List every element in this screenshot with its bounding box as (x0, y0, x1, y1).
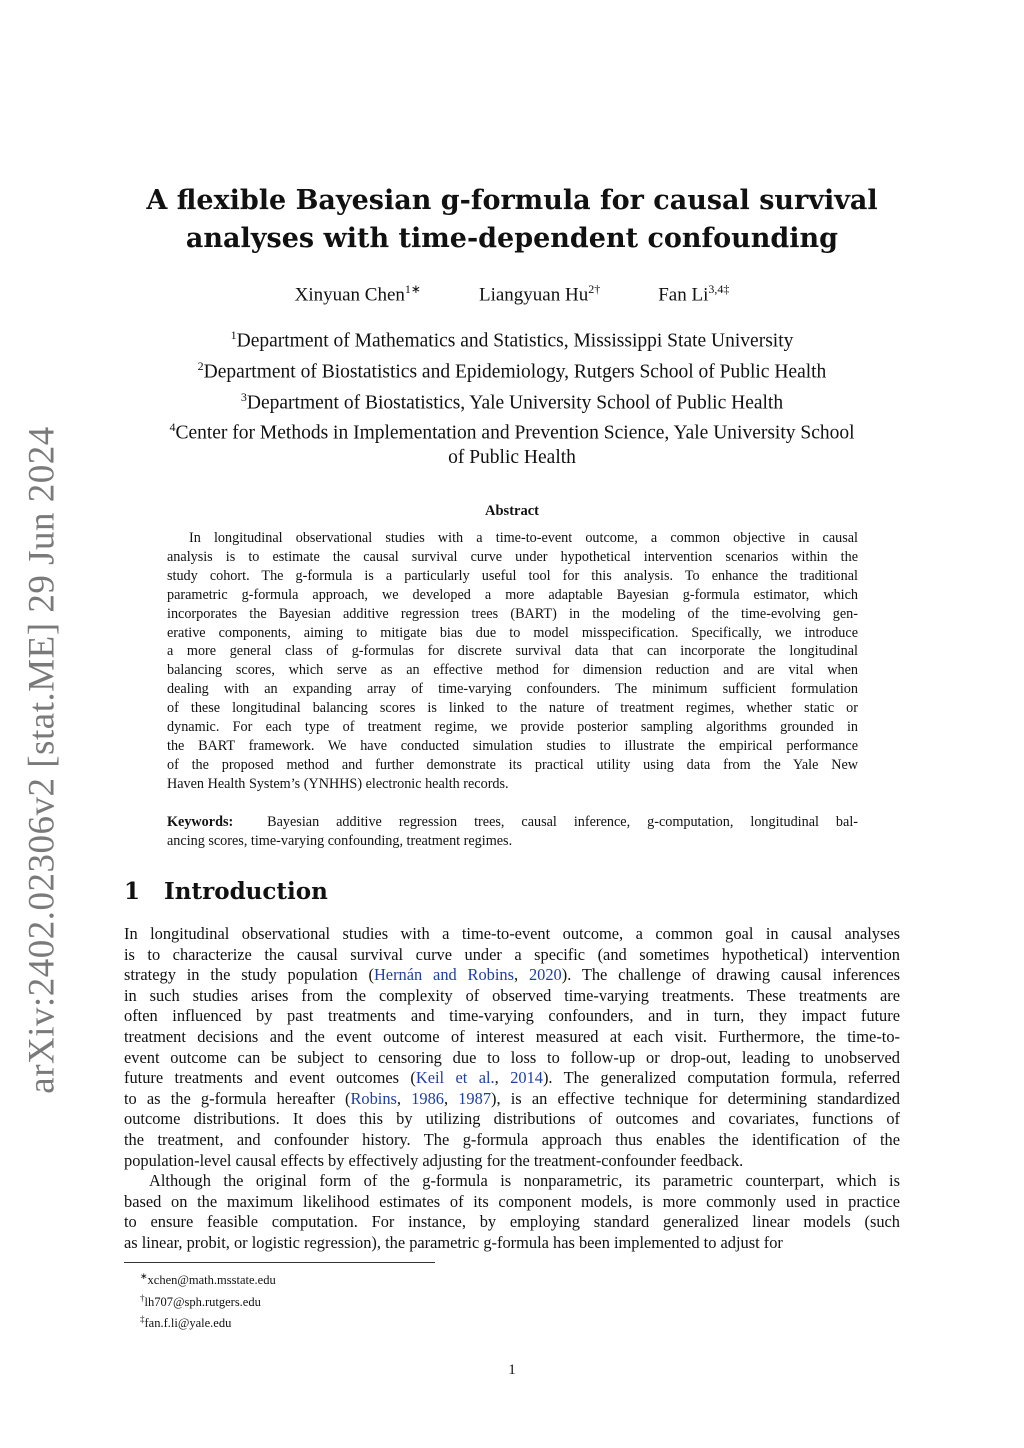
paragraph-line (124, 1089, 900, 1110)
abstract-line: of these longitudinal balancing scores is linked to the nature of treatment regimes, whether static or (167, 700, 858, 717)
abstract-line: In longitudinal observational studies with a time-to-event outcome, a common objective in causal (189, 530, 858, 546)
text-run: treatment decisions and the event outcome of interest measured at each visit. Furthermore, the time-to- (124, 1026, 900, 1046)
paragraph-line (124, 1109, 900, 1130)
section-heading (124, 878, 328, 905)
paragraph-line (124, 1027, 900, 1048)
footnote-mark: ∗ (140, 1271, 148, 1281)
author-mark: 3,4‡ (708, 282, 730, 296)
text-run: event outcome can be subject to censoring due to loss to follow-up or drop-out, leading to unobserved (124, 1047, 900, 1067)
abstract-line: the BART framework. We have conducted simulation studies to illustrate the empirical performance (167, 737, 858, 754)
paragraph-line (124, 945, 900, 966)
footnote (140, 1290, 276, 1312)
author-list (120, 282, 904, 306)
affiliation-mark: 4 (169, 420, 176, 435)
affiliation (115, 385, 909, 416)
abstract-line: parametric g-formula approach, we developed a more adaptable Bayesian g-formula estimator, which (167, 586, 858, 603)
citation-link[interactable]: 2014 (510, 1068, 543, 1088)
paragraph-line (124, 1192, 900, 1213)
abstract-line: Haven Health System’s (YNHHS) electronic health records. (167, 775, 509, 792)
affiliation-text: Department of Mathematics and Statistics, Mississippi State University (236, 330, 794, 352)
abstract-line: dynamic. For each type of treatment regime, we provide posterior sampling algorithms grounded in (167, 719, 858, 736)
text-run: ). The generalized computation formula, referred (542, 1068, 901, 1088)
paragraph-line (124, 1130, 900, 1151)
paper-title (120, 182, 904, 258)
affiliation-mark: 2 (197, 358, 204, 373)
footnote (140, 1268, 276, 1290)
text-run: is to characterize the causal survival curve under a specific (and sometimes hypothetical) intervention (124, 944, 900, 964)
section-number: 1 (124, 878, 141, 905)
affiliation (115, 446, 909, 470)
abstract-line: balancing scores, which serve as an effective method for dimension reduction and are vital when (167, 662, 858, 679)
keywords-line: ancing scores, time-varying confounding, treatment regimes. (167, 833, 513, 849)
paragraph-line (124, 1151, 900, 1172)
text-run: ). The challenge of drawing causal inferences (561, 965, 900, 985)
affiliation-text: Department of Biostatistics and Epidemiology, Rutgers School of Public Health (203, 361, 827, 383)
abstract-line: a more general class of g-formulas for discrete survival data that can incorporate the longitudinal (167, 643, 858, 660)
keywords-line (167, 813, 858, 832)
text-run: ), is an effective technique for determining standardized (491, 1088, 900, 1108)
affiliation (115, 354, 909, 385)
abstract-line: erative components, aiming to mitigate bias due to model misspecification. Specifically, we introduce (167, 624, 858, 641)
text-run: In longitudinal observational studies with a time-to-event outcome, a common goal in causal analyses (124, 924, 900, 943)
affiliation-text: Center for Methods in Implementation and Prevention Science, Yale University School (175, 422, 855, 444)
citation-link[interactable]: 1986 (411, 1088, 444, 1108)
text-run: , (494, 1068, 511, 1088)
affiliation-list (115, 323, 909, 470)
author-mark: 2† (588, 282, 601, 296)
citation-link[interactable]: 1987 (458, 1088, 492, 1108)
text-run: outcome distributions. It does this by utilizing distributions of outcomes and covariates, functions of (124, 1109, 900, 1129)
arxiv-identifier-stamp: arXiv:2402.02306v2 [stat.ME] 29 Jun 2024 (21, 426, 63, 1094)
text-run: strategy in the study population ( (124, 965, 374, 985)
citation-link[interactable]: 2020 (528, 965, 562, 985)
text-run: in such studies arises from the complexity of observed time-varying treatments. These treatments are (124, 985, 900, 1005)
affiliation-text: Department of Biostatistics, Yale University School of Public Health (246, 392, 784, 414)
abstract-body (167, 529, 858, 794)
abstract-heading: Abstract (485, 503, 539, 519)
text-run: often influenced by past treatments and time-varying confounders, and in turn, they impact future (124, 1006, 900, 1026)
introduction-body (124, 924, 900, 1254)
text-run: based on the maximum likelihood estimates of its component models, is more commonly used in practice (124, 1191, 900, 1211)
affiliation-text: of Public Health (448, 447, 576, 469)
author (479, 282, 600, 306)
citation-link[interactable]: Robins (350, 1088, 397, 1108)
footnote-mark: ‡ (140, 1314, 145, 1325)
paragraph-line (124, 986, 900, 1007)
citation-link[interactable]: Keil et al. (415, 1068, 495, 1088)
abstract-line: analysis is to estimate the causal survival curve under hypothetical intervention scenarios within the (167, 548, 858, 565)
title-line-1: A flexible Bayesian g-formula for causal survival (146, 185, 878, 216)
paragraph-line (124, 1006, 900, 1027)
author-name: Liangyuan Hu (478, 284, 589, 306)
abstract-line: dealing with an expanding array of time-varying confounders. The minimum sufficient formulation (167, 681, 858, 698)
affiliation (115, 323, 909, 354)
affiliation (115, 415, 909, 446)
footnote-divider (124, 1262, 435, 1263)
abstract-line: study cohort. The g-formula is a particularly useful tool for this analysis. To enhance the traditional (167, 567, 858, 584)
paragraph-line (124, 1212, 900, 1233)
abstract-line: of the proposed method and further demonstrate its practical utility using data from the Yale New (167, 756, 858, 773)
keywords-label: Keywords: (167, 814, 234, 830)
author (295, 282, 421, 306)
citation-link[interactable]: Hernán and Robins (373, 965, 515, 985)
text-run: as linear, probit, or logistic regression), the parametric g-formula has been implemented to adjust for (124, 1232, 783, 1252)
paragraph-line (124, 1068, 900, 1089)
page-number: 1 (508, 1362, 516, 1378)
text-run: future treatments and event outcomes ( (124, 1068, 416, 1088)
text-run: Although the original form of the g-formula is nonparametric, its parametric counterpart, which is (149, 1171, 900, 1191)
footnote-email: lh707@sph.rutgers.edu (144, 1294, 261, 1309)
footnotes (140, 1268, 276, 1333)
affiliation-mark: 3 (240, 389, 247, 404)
paragraph-line (124, 1233, 900, 1254)
footnote (140, 1311, 276, 1333)
text-run: to ensure feasible computation. For instance, by employing standard generalized linear models (such (124, 1212, 900, 1232)
affiliation-mark: 1 (230, 328, 237, 342)
footnote-mark: † (140, 1292, 145, 1303)
author-name: Xinyuan Chen (294, 284, 405, 306)
footnote-email: xchen@math.msstate.edu (147, 1273, 276, 1288)
keywords (167, 813, 858, 851)
section-title: Introduction (164, 878, 328, 905)
keywords-text: Bayesian additive regression trees, causal inference, g-computation, longitudinal bal- (267, 814, 858, 830)
author (658, 282, 729, 306)
paragraph-line (124, 1171, 900, 1192)
abstract-line: incorporates the Bayesian additive regression trees (BART) in the modeling of the time-evolving gen- (167, 605, 858, 622)
author-name: Fan Li (658, 284, 709, 306)
text-run: to as the g-formula hereafter ( (124, 1088, 351, 1108)
paragraph-line (124, 1048, 900, 1069)
author-mark: 1∗ (404, 282, 421, 296)
paragraph-line (124, 965, 900, 986)
text-run: , (443, 1088, 459, 1108)
title-line-2: analyses with time-dependent confounding (185, 223, 839, 254)
text-run: the treatment, and confounder history. The g-formula approach thus enables the identification of the (124, 1129, 900, 1149)
text-run: , (396, 1088, 412, 1108)
text-run: population-level causal effects by effectively adjusting for the treatment-confounder feedback. (124, 1150, 744, 1170)
paragraph-line (124, 924, 900, 945)
footnote-email: fan.f.li@yale.edu (144, 1316, 232, 1331)
text-run: , (514, 965, 529, 985)
